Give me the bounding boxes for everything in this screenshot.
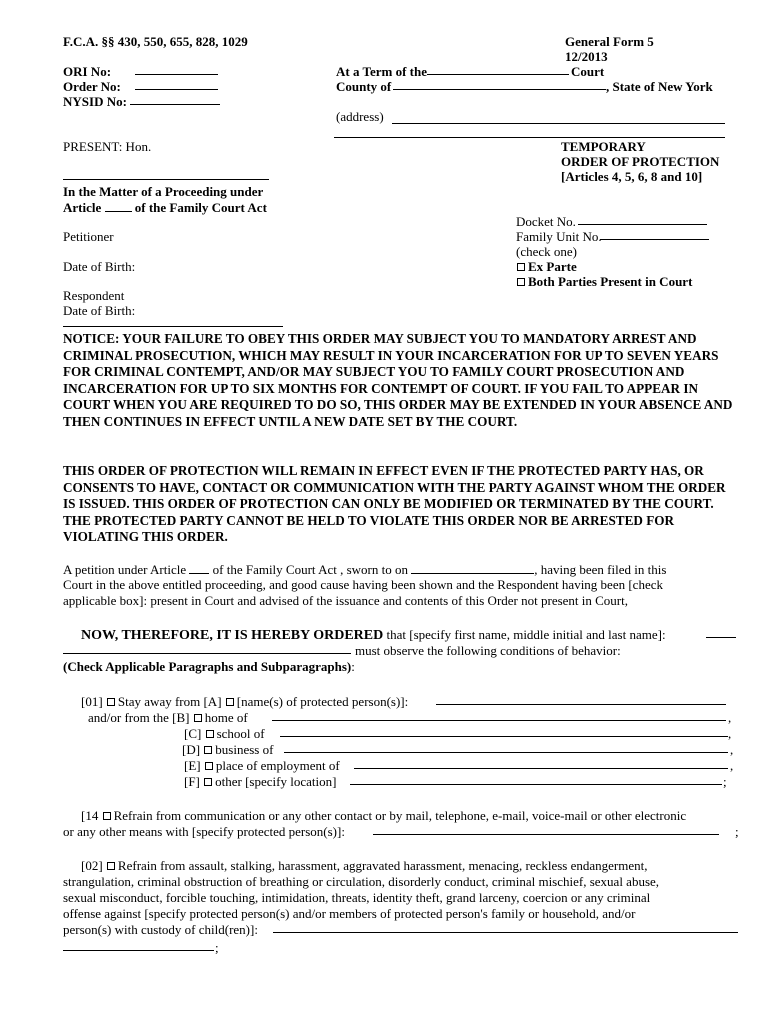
ordered-specify-label: that [specify first name, middle initial and last name]: bbox=[386, 627, 666, 642]
paragraph-02-persons-field-2[interactable] bbox=[63, 938, 214, 955]
paragraph-02-line-2: strangulation, criminal obstruction of breathing or circulation, disorderly conduct, criminal mischief, sexual abuse, bbox=[63, 874, 660, 889]
term-label: At a Term of the bbox=[336, 64, 427, 79]
article-label: Article bbox=[63, 200, 102, 215]
notice-warning: NOTICE: YOUR FAILURE TO OBEY THIS ORDER MAY SUBJECT YOU TO MANDATORY ARREST AND CRIMINAL PROSECUTION, WHICH MAY RESULT IN YOUR INCARCERATION FOR UP TO SEVEN YEARS FOR CRIMINAL CONTEMPT, AND/OR MAY SUBJECT YOU TO FAMILY COURT PROSECUTION AND INCARCERATION FOR UP TO SIX MONTHS FOR CONTEMPT OF COURT. IF YOU FAIL TO APPEAR IN COURT WHEN YOU ARE REQUIRED TO DO SO, THIS ORDER MAY BE EXTENDED IN YOUR ABSENCE AND THEN CONTINUES IN EFFECT UNTIL A NEW DATE SET BY THE COURT. bbox=[63, 331, 733, 429]
sworn-date-field[interactable] bbox=[411, 561, 534, 574]
employment-comma: , bbox=[730, 758, 734, 773]
ori-label: ORI No: bbox=[63, 64, 112, 79]
paragraph-01-business bbox=[182, 742, 273, 758]
home-label: home of bbox=[204, 710, 248, 725]
both-parties-option[interactable] bbox=[516, 274, 692, 290]
paragraph-01-employment bbox=[184, 758, 340, 774]
paragraph-02-line-1 bbox=[81, 858, 648, 874]
checkbox-icon[interactable] bbox=[226, 698, 234, 706]
other-location-label: other [specify location] bbox=[215, 774, 337, 789]
business-label: business of bbox=[215, 742, 274, 757]
court-label: Court bbox=[571, 64, 605, 79]
stay-away-label: Stay away from [A] bbox=[117, 694, 222, 709]
form-date: 12/2013 bbox=[565, 49, 608, 64]
paragraph-01-home bbox=[88, 710, 248, 726]
docket-label: Docket No. bbox=[516, 214, 576, 229]
paragraph-02-semicolon: ; bbox=[215, 940, 219, 955]
family-unit-field[interactable] bbox=[600, 227, 709, 244]
paragraph-01-school bbox=[184, 726, 265, 742]
paragraph-02-line-5: person(s) with custody of child(ren)]: bbox=[63, 922, 258, 937]
respondent-label: Respondent bbox=[63, 288, 125, 303]
article-field[interactable] bbox=[105, 199, 132, 212]
respondent-dob-label: Date of Birth: bbox=[63, 303, 136, 318]
order-label: Order No: bbox=[63, 79, 121, 94]
communication-persons-field[interactable] bbox=[373, 822, 719, 839]
checkbox-icon[interactable] bbox=[103, 812, 111, 820]
business-comma: , bbox=[730, 742, 734, 757]
checkbox-icon[interactable] bbox=[204, 746, 212, 754]
address-line-2[interactable] bbox=[334, 137, 725, 138]
protected-persons-label: [name(s) of protected person(s)]: bbox=[236, 694, 409, 709]
present-label: PRESENT: Hon. bbox=[63, 139, 152, 154]
order-title-3: [Articles 4, 5, 6, 8 and 10] bbox=[561, 169, 703, 184]
checkbox-icon[interactable] bbox=[205, 762, 213, 770]
paragraph-01-number: [01] bbox=[81, 694, 103, 709]
c-label: [C] bbox=[184, 726, 202, 741]
home-field[interactable] bbox=[272, 708, 726, 725]
petition-line-2: Court in the above entitled proceeding, and good cause having been shown and the Respondent having been [check bbox=[63, 577, 663, 592]
order-title-2: ORDER OF PROTECTION bbox=[561, 154, 720, 169]
matter-line-2 bbox=[63, 199, 267, 216]
paragraph-01-other bbox=[184, 774, 336, 790]
petition-line-3: applicable box]: present in Court and advised of the issuance and contents of this Order not present in Court, bbox=[63, 593, 628, 608]
paragraph-14-text: Refrain from communication or any other contact or by mail, telephone, e-mail, voice-mail or other electronic bbox=[113, 808, 687, 823]
checkbox-icon[interactable] bbox=[517, 278, 525, 286]
nysid-field[interactable] bbox=[130, 92, 220, 109]
address-label: (address) bbox=[336, 109, 384, 124]
f-label: [F] bbox=[184, 774, 200, 789]
sworn-label: of the Family Court Act , sworn to on bbox=[212, 562, 408, 577]
notice-remain-in-effect: THIS ORDER OF PROTECTION WILL REMAIN IN EFFECT EVEN IF THE PROTECTED PARTY HAS, OR CONSENTS TO HAVE, CONTACT OR COMMUNICATION WITH THE PARTY AGAINST WHOM THE ORDER IS ISSUED. THIS ORDER OF PROTECTION CAN ONLY BE MODIFIED OR TERMINATED BY THE COURT. THE PROTECTED PARTY CANNOT BE HELD TO VIOLATE THIS ORDER NOR BE ARRESTED FOR VIOLATING THIS ORDER. bbox=[63, 463, 726, 544]
respondent-name-field-b[interactable] bbox=[63, 641, 351, 658]
act-label: of the Family Court Act bbox=[134, 200, 267, 215]
paragraph-02-line-3: sexual misconduct, forcible touching, intimidation, threats, identity theft, grand larceny, coercion or any criminal bbox=[63, 890, 651, 905]
ordered-heading: NOW, THEREFORE, IT IS HEREBY ORDERED bbox=[81, 628, 384, 643]
employment-field[interactable] bbox=[354, 756, 728, 773]
nysid-label: NYSID No: bbox=[63, 94, 127, 109]
both-parties-label: Both Parties Present in Court bbox=[528, 274, 693, 289]
petitioner-dob-label: Date of Birth: bbox=[63, 259, 136, 274]
caption-line-bottom bbox=[63, 326, 283, 327]
check-applicable-colon: : bbox=[351, 659, 355, 674]
business-field[interactable] bbox=[284, 740, 728, 757]
school-field[interactable] bbox=[280, 724, 728, 741]
check-applicable-label: (Check Applicable Paragraphs and Subparagraphs) bbox=[63, 659, 352, 674]
filed-label: , having been filed in this bbox=[534, 562, 667, 577]
county-field[interactable] bbox=[393, 77, 606, 94]
form-name: General Form 5 bbox=[565, 34, 654, 49]
petitioner-label: Petitioner bbox=[63, 229, 114, 244]
ex-parte-option[interactable] bbox=[516, 259, 577, 275]
address-line-1[interactable] bbox=[392, 123, 725, 124]
ordered-line-3 bbox=[63, 659, 355, 675]
other-semicolon: ; bbox=[723, 774, 727, 789]
statute-citation: F.C.A. §§ 430, 550, 655, 828, 1029 bbox=[63, 34, 248, 49]
checkbox-icon[interactable] bbox=[194, 714, 202, 722]
family-unit-label: Family Unit No. bbox=[516, 229, 602, 244]
petition-article-label: A petition under Article bbox=[63, 562, 187, 577]
state-label: , State of New York bbox=[606, 79, 713, 94]
school-comma: , bbox=[728, 726, 732, 741]
paragraph-02-line-4: offense against [specify protected person(s) and/or members of protected person's family or household, and/or bbox=[63, 906, 636, 921]
check-one-label: (check one) bbox=[516, 244, 577, 259]
other-location-field[interactable] bbox=[350, 772, 722, 789]
paragraph-02-text-1: Refrain from assault, stalking, harassment, aggravated harassment, menacing, reckless endangerment, bbox=[117, 858, 648, 873]
county-label: County of bbox=[336, 79, 392, 94]
home-comma: , bbox=[728, 710, 732, 725]
protected-persons-field[interactable] bbox=[436, 692, 726, 709]
school-label: school of bbox=[216, 726, 265, 741]
paragraph-02-persons-field[interactable] bbox=[273, 920, 738, 937]
caption-line-top bbox=[63, 179, 269, 180]
petition-article-field[interactable] bbox=[189, 561, 209, 574]
checkbox-icon[interactable] bbox=[206, 730, 214, 738]
checkbox-icon[interactable] bbox=[517, 263, 525, 271]
paragraph-14-semicolon: ; bbox=[735, 824, 739, 839]
checkbox-icon[interactable] bbox=[204, 778, 212, 786]
ex-parte-label: Ex Parte bbox=[528, 259, 577, 274]
ordered-line-2: must observe the following conditions of behavior: bbox=[355, 643, 621, 658]
petition-line-1 bbox=[63, 561, 666, 578]
paragraph-14-line-2: or any other means with [specify protected person(s)]: bbox=[63, 824, 345, 839]
d-label: [D] bbox=[182, 742, 201, 757]
and-or-from-label: and/or from the [B] bbox=[88, 710, 190, 725]
respondent-name-field-a[interactable] bbox=[706, 625, 736, 642]
e-label: [E] bbox=[184, 758, 201, 773]
matter-line-1: In the Matter of a Proceeding under bbox=[63, 184, 264, 199]
order-title-1: TEMPORARY bbox=[561, 139, 646, 154]
employment-label: place of employment of bbox=[215, 758, 340, 773]
checkbox-icon[interactable] bbox=[107, 862, 115, 870]
checkbox-icon[interactable] bbox=[107, 698, 115, 706]
paragraph-02-number: [02] bbox=[81, 858, 103, 873]
paragraph-14-number: [14 bbox=[81, 808, 99, 823]
